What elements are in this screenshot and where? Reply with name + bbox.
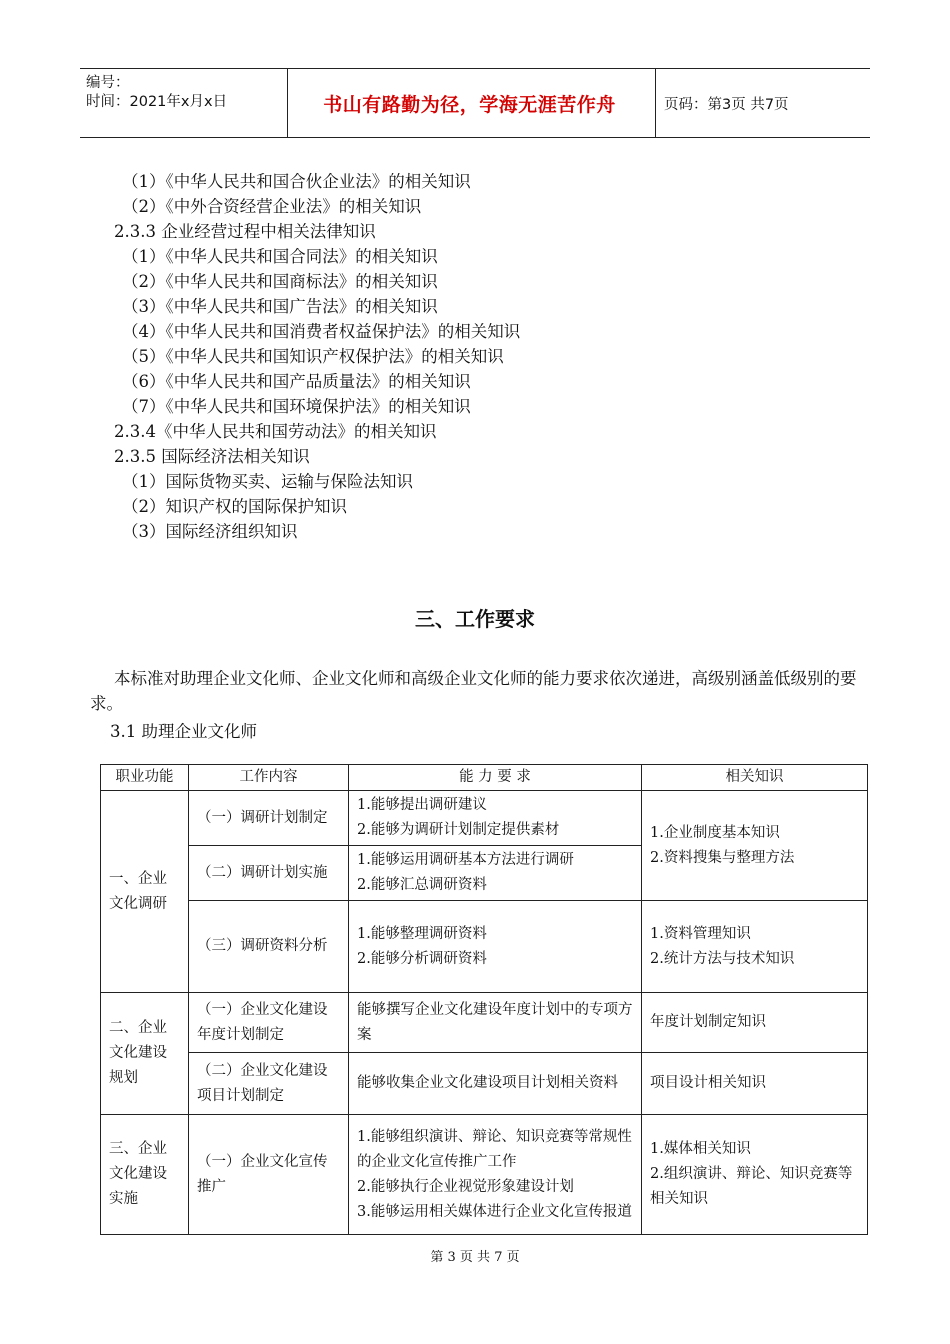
- subsection-heading: 2.3.5 国际经济法相关知识: [114, 447, 310, 466]
- table-row: [101, 993, 868, 1053]
- page-info: 页码：第3页 共7页: [664, 97, 789, 113]
- list-item: （1）《中华人民共和国合伙企业法》的相关知识: [122, 172, 471, 191]
- knowledge-cell: 1.企业制度基本知识 2.资料搜集与整理方法: [642, 791, 868, 901]
- list-item: （6）《中华人民共和国产品质量法》的相关知识: [122, 372, 471, 391]
- subsection-heading: 3.1 助理企业文化师: [110, 722, 257, 741]
- list-item: （2）《中华人民共和国商标法》的相关知识: [122, 272, 438, 291]
- list-item: （7）《中华人民共和国环境保护法》的相关知识: [122, 397, 471, 416]
- content-cell: （一）企业文化宣传推广: [189, 1115, 349, 1235]
- knowledge-cell: 年度计划制定知识: [642, 993, 868, 1053]
- requirement-cell: 1.能够提出调研建议 2.能够为调研计划制定提供素材: [349, 791, 642, 846]
- subsection-heading: 2.3.3 企业经营过程中相关法律知识: [114, 222, 376, 241]
- content-cell: （二）调研计划实施: [189, 846, 349, 901]
- knowledge-cell: 1.资料管理知识 2.统计方法与技术知识: [642, 901, 868, 993]
- list-item: （3）国际经济组织知识: [122, 522, 298, 541]
- function-cell: 三、企业文化建设实施: [101, 1115, 189, 1235]
- table-row: [101, 1115, 868, 1235]
- knowledge-cell: 1.媒体相关知识 2.组织演讲、辩论、知识竞赛等相关知识: [642, 1115, 868, 1235]
- page-footer: 第 3 页 共 7 页: [430, 1250, 520, 1265]
- knowledge-cell: 项目设计相关知识: [642, 1053, 868, 1115]
- requirement-cell: 1.能够整理调研资料 2.能够分析调研资料: [349, 901, 642, 993]
- header-cell: 工作内容: [189, 765, 349, 791]
- content-cell: （一）企业文化建设年度计划制定: [189, 993, 349, 1053]
- content-cell: （二）企业文化建设项目计划制定: [189, 1053, 349, 1115]
- header-meta: [80, 69, 288, 137]
- table-header-row: [101, 765, 868, 791]
- intro-paragraph: 本标准对助理企业文化师、企业文化师和高级企业文化师的能力要求依次递进，高级别涵盖低级别的要求。: [90, 669, 857, 713]
- page-header: [80, 68, 870, 138]
- section-title: 三、工作要求: [415, 607, 535, 631]
- list-item: （1）国际货物买卖、运输与保险法知识: [122, 472, 413, 491]
- number-label: 编号：: [86, 75, 130, 91]
- header-cell: 相关知识: [642, 765, 868, 791]
- requirement-cell: 能够撰写企业文化建设年度计划中的专项方案: [349, 993, 642, 1053]
- list-item: （2）知识产权的国际保护知识: [122, 497, 347, 516]
- subsection-heading: 2.3.4《中华人民共和国劳动法》的相关知识: [114, 422, 437, 441]
- requirement-cell: 1.能够运用调研基本方法进行调研 2.能够汇总调研资料: [349, 846, 642, 901]
- header-cell: 能 力 要 求: [349, 765, 642, 791]
- header-cell: 职业功能: [101, 765, 189, 791]
- list-item: （3）《中华人民共和国广告法》的相关知识: [122, 297, 438, 316]
- list-item: （5）《中华人民共和国知识产权保护法》的相关知识: [122, 347, 504, 366]
- list-item: （2）《中外合资经营企业法》的相关知识: [122, 197, 422, 216]
- table-row: [101, 1053, 868, 1115]
- header-motto: 书山有路勤为径，学海无涯苦作舟: [284, 69, 656, 137]
- time-label: 时间：2021年x月x日: [86, 94, 228, 110]
- requirement-cell: 1.能够组织演讲、辩论、知识竞赛等常规性的企业文化宣传推广工作 2.能够执行企业视觉形象建设计划 3.能够运用相关媒体进行企业文化宣传报道: [349, 1115, 642, 1235]
- content-cell: （三）调研资料分析: [189, 901, 349, 993]
- content-cell: （一）调研计划制定: [189, 791, 349, 846]
- function-cell: 一、企业文化调研: [101, 791, 189, 993]
- function-cell: 二、企业文化建设规划: [101, 993, 189, 1115]
- table-row: [101, 901, 868, 993]
- table-row: [101, 791, 868, 846]
- list-item: （4）《中华人民共和国消费者权益保护法》的相关知识: [122, 322, 521, 341]
- requirements-table: [100, 764, 868, 1235]
- list-item: （1）《中华人民共和国合同法》的相关知识: [122, 247, 438, 266]
- requirement-cell: 能够收集企业文化建设项目计划相关资料: [349, 1053, 642, 1115]
